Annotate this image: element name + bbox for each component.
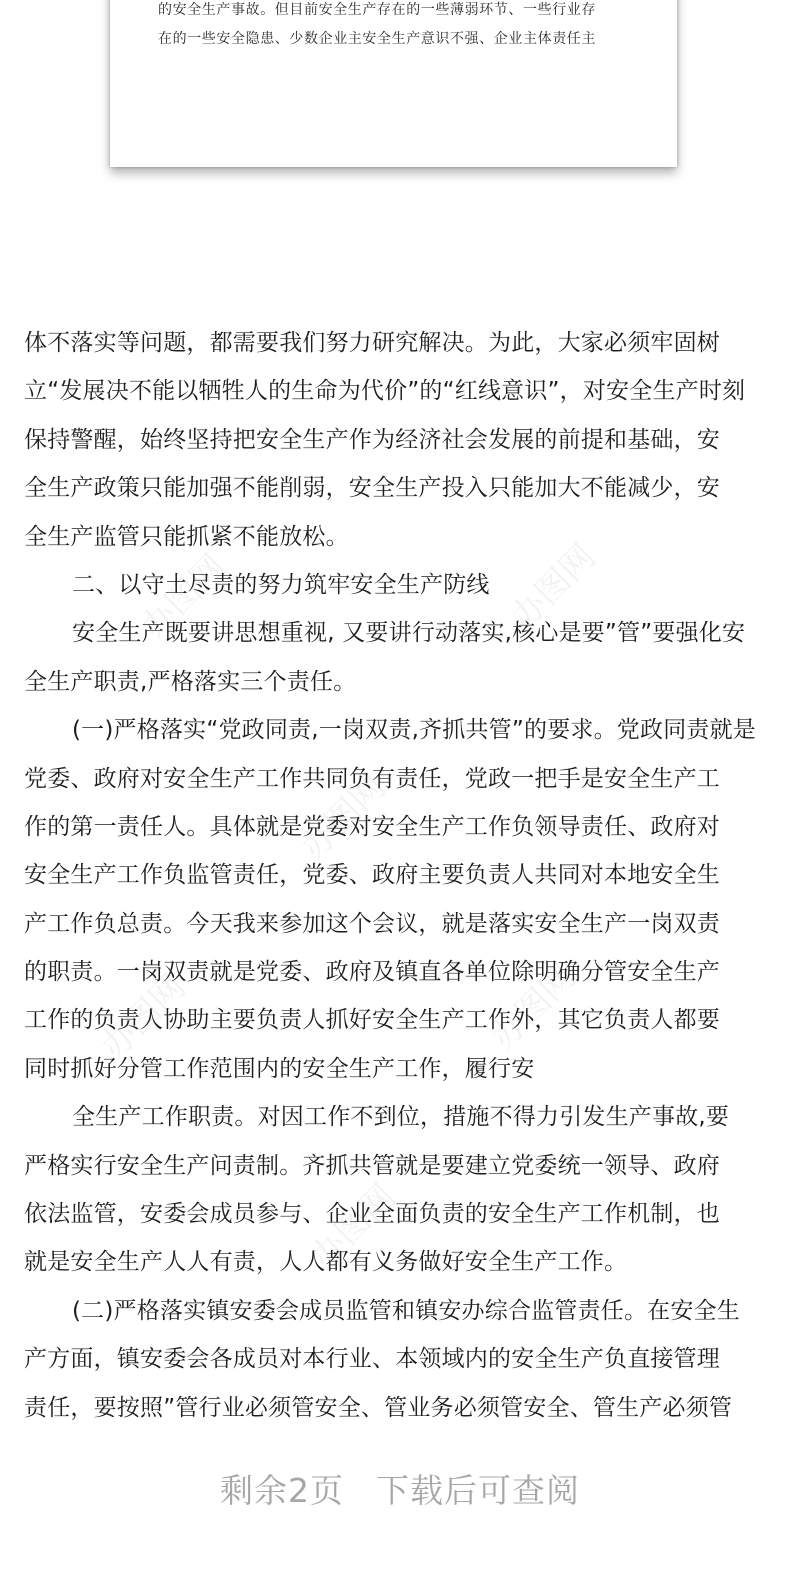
section-heading: 二、以守土尽责的努力筑牢安全生产防线 <box>72 571 490 598</box>
paragraph-line: 就是安全生产人人有责，人人都有义务做好安全生产工作。 <box>24 1249 628 1276</box>
paragraph-line: 产工作负总责。今天我来参加这个会议，就是落实安全生产一岗双责 <box>24 910 720 937</box>
download-to-read-button[interactable] <box>0 1466 800 1516</box>
paragraph-line: 体不落实等问题，都需要我们努力研究解决。为此，大家必须牢固树 <box>24 330 720 356</box>
preview-line-2: 的安全生产事故。但目前安全生产存在的一些薄弱环节、一些行业存 <box>158 2 596 18</box>
paragraph-line: 全生产监管只能抓紧不能放松。 <box>24 523 349 550</box>
watermark: 办图网 <box>133 546 234 648</box>
paragraph-line: 责任，要按照”管行业必须管安全、管业务必须管安全、管生产必须管 <box>24 1394 733 1421</box>
watermark: 办图网 <box>503 536 604 638</box>
document-body <box>24 323 776 1436</box>
watermark: 办图网 <box>483 956 584 1058</box>
watermark: 办图网 <box>293 766 394 868</box>
paragraph-line: 同时抓好分管工作范围内的安全生产工作，履行安 <box>24 1055 535 1082</box>
preview-card <box>110 0 677 167</box>
paragraph-line: (一)严格落实“党政同责,一岗双责,齐抓共管”的要求。党政同责就是 <box>72 717 756 744</box>
paragraph-line: 工作的负责人协助主要负责人抓好安全生产工作外，其它负责人都要 <box>24 1007 720 1034</box>
paragraph-line: 的职责。一岗双责就是党委、政府及镇直各单位除明确分管安全生产 <box>24 959 720 986</box>
paragraph-line: 严格实行安全生产问责制。齐抓共管就是要建立党委统一领导、政府 <box>24 1152 720 1179</box>
watermark: 办图网 <box>303 1176 404 1278</box>
paragraph-line: 党委、政府对安全生产工作共同负有责任，党政一把手是安全生产工 <box>24 765 720 792</box>
download-label: 下载后可查阅 <box>376 1471 580 1510</box>
paragraph-line: 安全生产工作负监管责任，党委、政府主要负责人共同对本地安全生 <box>24 862 720 889</box>
paragraph-line: 保持警醒，始终坚持把安全生产作为经济社会发展的前提和基础，安 <box>24 426 720 453</box>
paragraph-line: 全生产政策只能加强不能削弱，安全生产投入只能加大不能减少，安 <box>24 475 720 502</box>
paragraph-line: 作的第一责任人。具体就是党委对安全生产工作负领导责任、政府对 <box>24 813 720 840</box>
paragraph-line: 产方面，镇安委会各成员对本行业、本领域内的安全生产负直接管理 <box>24 1346 720 1373</box>
watermark: 办图网 <box>93 966 194 1068</box>
paragraph-line: 依法监管，安委会成员参与、企业全面负责的安全生产工作机制，也 <box>24 1201 720 1228</box>
paragraph-line: (二)严格落实镇安委会成员监管和镇安办综合监管责任。在安全生 <box>72 1297 740 1324</box>
paragraph-line: 全生产职责,严格落实三个责任。 <box>24 668 357 695</box>
paragraph-line: 安全生产既要讲思想重视, 又要讲行动落实,核心是要”管”要强化安 <box>72 620 746 647</box>
preview-line-3: 在的一些安全隐患、少数企业主安全生产意识不强、企业主体责任主 <box>158 31 596 47</box>
remaining-pages-label: 剩余2页 <box>220 1471 344 1510</box>
paragraph-line: 全生产工作职责。对因工作不到位，措施不得力引发生产事故,要 <box>72 1104 730 1131</box>
paragraph-line: 立“发展决不能以牺牲人的生命为代价”的“红线意识”，对安全生产时刻 <box>24 378 746 405</box>
